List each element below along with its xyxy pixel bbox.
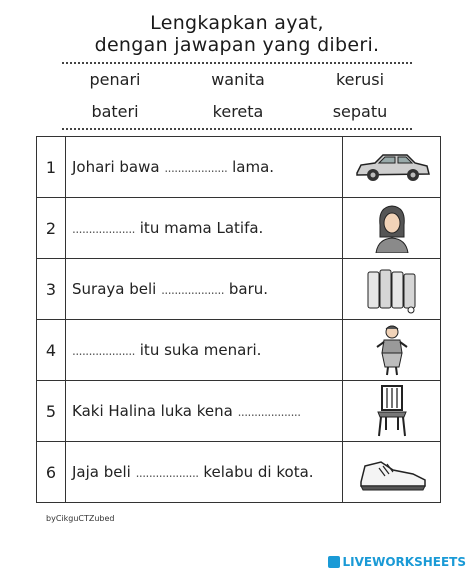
car-icon (343, 137, 441, 198)
liveworksheets-brand-text: LIVEWORKSHEETS (342, 555, 466, 569)
answer-blank[interactable]: ................... (72, 222, 135, 236)
row-number: 3 (37, 259, 66, 320)
word-bank-item: bateri (91, 102, 139, 121)
table-row (37, 137, 441, 198)
sentence-after: itu suka menari. (139, 341, 262, 359)
answer-blank[interactable]: ................... (135, 466, 199, 480)
dotted-divider-top (62, 62, 412, 64)
word-bank-item: kerusi (335, 70, 385, 89)
sentence (66, 137, 343, 198)
sentence-before: Johari bawa (72, 158, 160, 176)
worksheet-credit: byCikguCTZubed (46, 514, 115, 523)
liveworksheets-logo (328, 555, 466, 569)
chair-icon (343, 381, 441, 442)
table-row (37, 198, 441, 259)
row-number: 5 (37, 381, 66, 442)
table-row (37, 259, 441, 320)
exercise-table (36, 136, 441, 503)
answer-blank[interactable]: ................... (164, 161, 228, 175)
sentence-after: baru. (228, 280, 269, 298)
sentence (66, 320, 343, 381)
woman-icon (343, 198, 441, 259)
shoe-icon (343, 442, 441, 503)
word-bank-item: wanita (211, 70, 265, 89)
dancer-icon (343, 320, 441, 381)
answer-blank[interactable]: ................... (72, 344, 135, 358)
row-number: 6 (37, 442, 66, 503)
sentence (66, 198, 343, 259)
answer-blank[interactable]: ................... (161, 283, 225, 297)
word-bank-item: sepatu (332, 102, 388, 121)
row-number: 1 (37, 137, 66, 198)
word-bank-item: penari (89, 70, 141, 89)
sentence-before: Jaja beli (72, 463, 131, 481)
sentence-after: itu mama Latifa. (139, 219, 264, 237)
sentence-before: Suraya beli (72, 280, 157, 298)
sentence-after: kelabu di kota. (203, 463, 314, 481)
liveworksheets-logo-icon (328, 556, 340, 568)
sentence-before: Kaki Halina luka kena (72, 402, 233, 420)
row-number: 2 (37, 198, 66, 259)
dotted-divider-bottom (62, 128, 412, 130)
table-row (37, 320, 441, 381)
row-number: 4 (37, 320, 66, 381)
batteries-icon (343, 259, 441, 320)
table-row (37, 442, 441, 503)
sentence (66, 259, 343, 320)
answer-blank[interactable]: ................... (237, 405, 301, 419)
sentence (66, 381, 343, 442)
worksheet-title-line-1: Lengkapkan ayat, (150, 12, 324, 34)
worksheet-title-line-2: dengan jawapan yang diberi. (94, 34, 380, 56)
sentence (66, 442, 343, 503)
table-row (37, 381, 441, 442)
word-bank-item: kereta (212, 102, 264, 121)
sentence-after: lama. (232, 158, 275, 176)
